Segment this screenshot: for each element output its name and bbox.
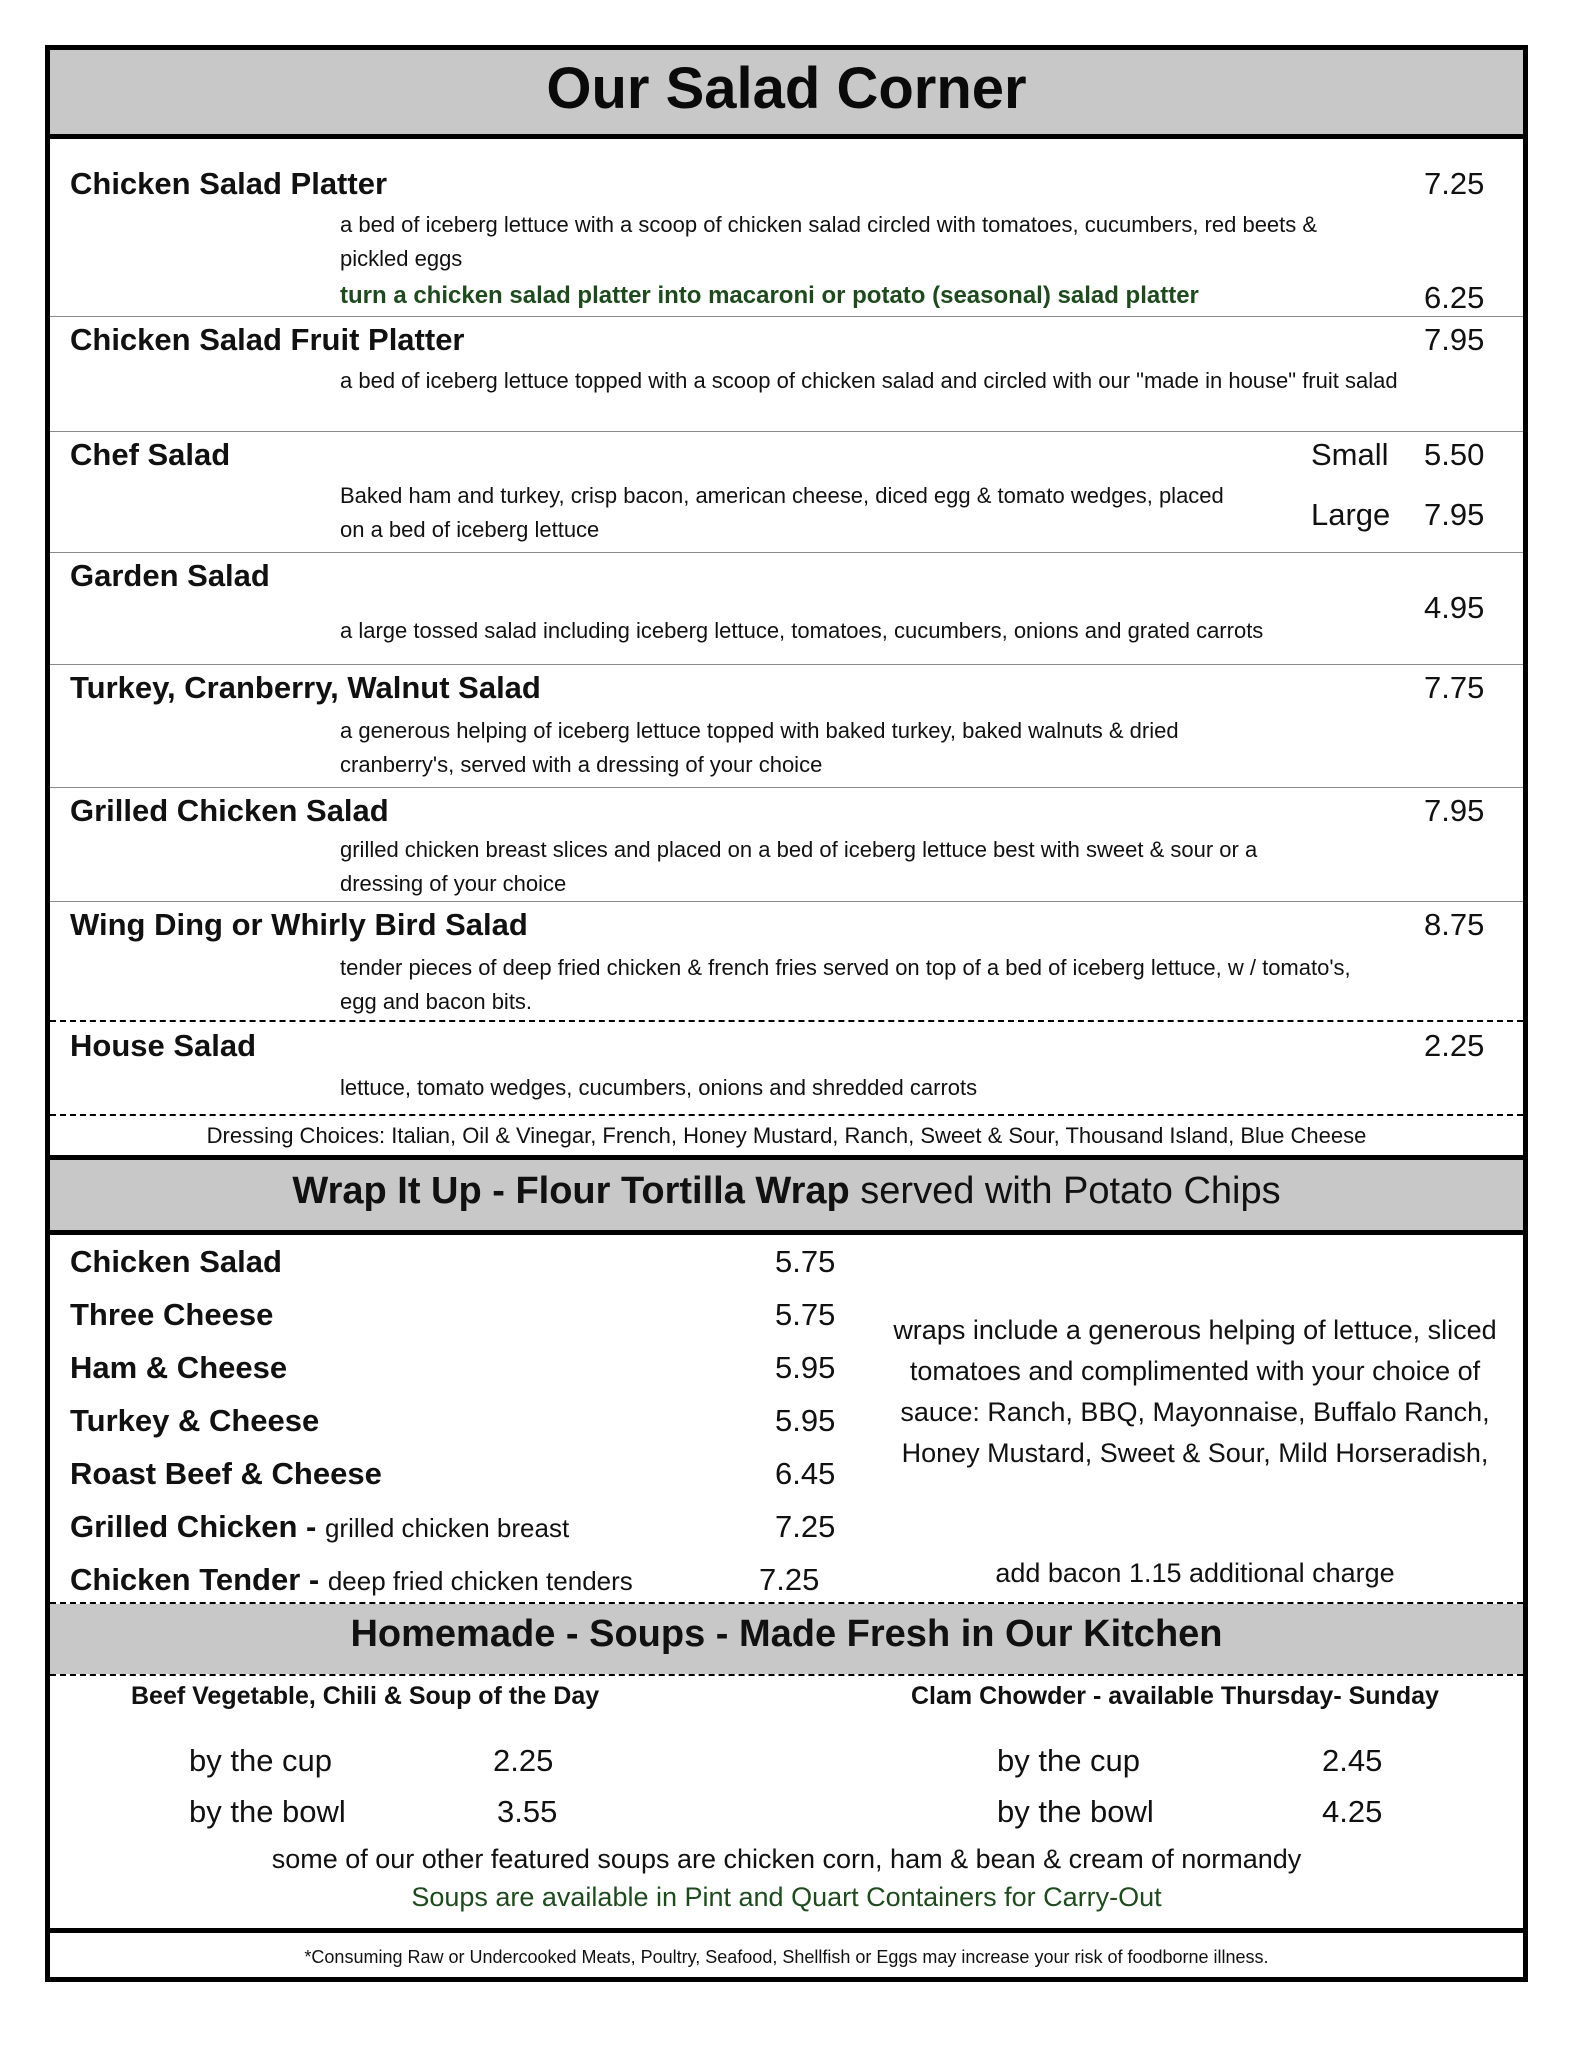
item-description: a bed of iceberg lettuce topped with a scoop of chicken salad and circled with our "made in house" fruit salad — [340, 368, 1398, 393]
soup-price: 2.25 — [493, 1743, 554, 1778]
item-price: 8.75 — [1424, 907, 1485, 942]
size-label: Small — [1311, 437, 1389, 472]
item-description: a large tossed salad including iceberg lettuce, tomatoes, cucumbers, onions and grated carrots — [340, 618, 1264, 643]
wrap-name: Three Cheese — [70, 1297, 274, 1332]
item-name: Chicken Salad Platter — [70, 166, 388, 201]
item-description: grilled chicken breast slices and placed on a bed of iceberg lettuce best with sweet & sour or a dressing of your choice — [340, 837, 1258, 896]
carryout-note: Soups are available in Pint and Quart Containers for Carry-Out — [411, 1882, 1162, 1912]
wrap-price: 7.25 — [759, 1562, 820, 1597]
wrap-item — [70, 1297, 273, 1333]
item-description: a bed of iceberg lettuce with a scoop of chicken salad circled with tomatoes, cucumbers, red beets & pickled eggs — [340, 212, 1318, 271]
wrap-includes-text: wraps include a generous helping of lettuce, sliced tomatoes and complimented with your choice of sauce: Ranch, BBQ, Mayonnaise, Buffalo Ranch, Honey Mustard, Sweet & Sour, Mild Horseradish, — [893, 1315, 1497, 1468]
soup-size-label: by the bowl — [189, 1794, 346, 1829]
item-name: Chef Salad — [70, 437, 231, 472]
wrap-price: 5.75 — [775, 1244, 836, 1279]
wrap-name: Turkey & Cheese — [70, 1403, 320, 1438]
food-safety-disclaimer: *Consuming Raw or Undercooked Meats, Poultry, Seafood, Shellfish or Eggs may increase your risk of foodborne illness. — [304, 1947, 1269, 1967]
platter-alternative: turn a chicken salad platter into macaroni or potato (seasonal) salad platter — [340, 282, 1199, 309]
item-price: 6.25 — [1424, 280, 1485, 315]
item-price: 4.95 — [1424, 590, 1485, 625]
item-price: 5.50 — [1424, 437, 1485, 472]
dashed-divider — [50, 1020, 1523, 1022]
item-name: House Salad — [70, 1028, 257, 1063]
wrap-item — [70, 1403, 319, 1439]
wrap-name: Grilled Chicken - — [70, 1509, 325, 1544]
divider — [50, 1230, 1523, 1235]
wrap-item — [70, 1509, 569, 1545]
divider — [50, 1928, 1523, 1933]
divider — [50, 901, 1523, 902]
item-price: 7.95 — [1424, 793, 1485, 828]
soup-size-label: by the cup — [189, 1743, 333, 1778]
wrap-note: deep fried chicken tenders — [327, 1566, 633, 1596]
item-name: Garden Salad — [70, 558, 270, 593]
divider — [50, 552, 1523, 553]
item-description: tender pieces of deep fried chicken & french fries served on top of a bed of iceberg lettuce, w / tomato's, egg and bacon bits. — [340, 955, 1351, 1014]
item-price: 7.75 — [1424, 670, 1485, 705]
featured-soups: some of our other featured soups are chicken corn, ham & bean & cream of normandy — [271, 1844, 1302, 1874]
wrap-item — [70, 1350, 287, 1386]
wrap-name: Roast Beef & Cheese — [70, 1456, 382, 1491]
item-description: Baked ham and turkey, crisp bacon, american cheese, diced egg & tomato wedges, placed on a bed of iceberg lettuce — [340, 483, 1224, 542]
item-name: Turkey, Cranberry, Walnut Salad — [70, 670, 541, 705]
bacon-note: add bacon 1.15 additional charge — [995, 1558, 1395, 1588]
item-price: 7.25 — [1424, 166, 1485, 201]
soup-size-label: by the bowl — [997, 1794, 1154, 1829]
soup-heading-right: Clam Chowder - available Thursday- Sunday — [911, 1682, 1439, 1710]
item-price: 7.95 — [1424, 322, 1485, 357]
dashed-divider — [50, 1114, 1523, 1116]
wrap-price: 5.75 — [775, 1297, 836, 1332]
wrap-price: 7.25 — [775, 1509, 836, 1544]
wrap-item — [70, 1244, 282, 1280]
soup-size-label: by the cup — [997, 1743, 1141, 1778]
item-name: Grilled Chicken Salad — [70, 793, 389, 828]
page-title: Our Salad Corner — [546, 56, 1027, 121]
item-name: Wing Ding or Whirly Bird Salad — [70, 907, 528, 942]
item-description: a generous helping of iceberg lettuce topped with baked turkey, baked walnuts & dried cranberry's, served with a dressing of your choice — [340, 718, 1179, 777]
item-price: 7.95 — [1424, 497, 1485, 532]
soup-heading-left: Beef Vegetable, Chili & Soup of the Day — [131, 1682, 600, 1710]
dressing-choices: Dressing Choices: Italian, Oil & Vinegar, French, Honey Mustard, Ranch, Sweet & Sour, Thousand Island, Blue Cheese — [206, 1123, 1367, 1148]
wrap-name: Ham & Cheese — [70, 1350, 288, 1385]
soup-price: 3.55 — [497, 1794, 558, 1829]
soup-price: 2.45 — [1322, 1743, 1383, 1778]
wrap-section-title — [50, 1170, 1523, 1213]
divider — [50, 134, 1523, 139]
item-description: lettuce, tomato wedges, cucumbers, onions and shredded carrots — [340, 1075, 978, 1100]
wrap-price: 5.95 — [775, 1403, 836, 1438]
size-label: Large — [1311, 497, 1391, 532]
divider — [50, 787, 1523, 788]
soup-section-title: Homemade - Soups - Made Fresh in Our Kitchen — [350, 1613, 1223, 1655]
wrap-item — [70, 1562, 633, 1598]
item-name: Chicken Salad Fruit Platter — [70, 322, 465, 357]
wrap-price: 6.45 — [775, 1456, 836, 1491]
wrap-item — [70, 1456, 382, 1492]
divider — [50, 316, 1523, 317]
wrap-title-bold: Wrap It Up - Flour Tortilla Wrap — [292, 1170, 850, 1212]
item-price: 2.25 — [1424, 1028, 1485, 1063]
wrap-name: Chicken Tender - — [70, 1562, 328, 1597]
wrap-price: 5.95 — [775, 1350, 836, 1385]
divider — [50, 664, 1523, 665]
wrap-name: Chicken Salad — [70, 1244, 282, 1279]
divider — [50, 431, 1523, 432]
dashed-divider — [50, 1674, 1523, 1676]
wrap-note: grilled chicken breast — [324, 1513, 570, 1543]
soup-price: 4.25 — [1322, 1794, 1383, 1829]
wrap-title-rest: served with Potato Chips — [849, 1170, 1281, 1212]
